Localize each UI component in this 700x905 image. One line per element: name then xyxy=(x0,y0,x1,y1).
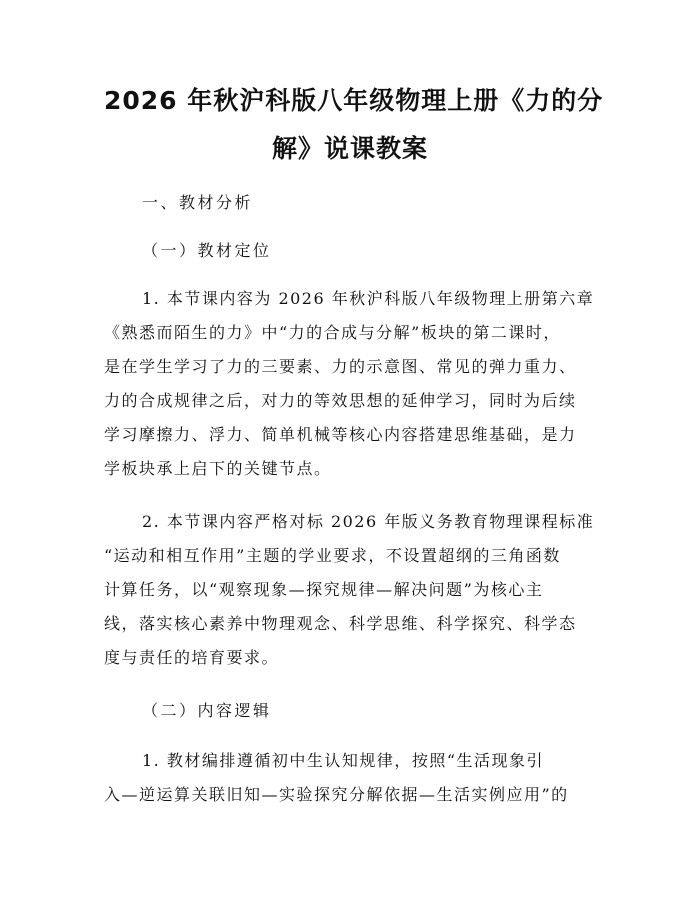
paragraph-line: 《熟悉而陌生的力》中“力的合成与分解”板块的第二课时， xyxy=(104,323,561,342)
paragraph-line: 是在学生学习了力的三要素、力的示意图、常见的弹力重力、 xyxy=(104,357,577,376)
paragraph-line: 线，落实核心素养中物理观念、科学思维、科学探究、科学态 xyxy=(104,614,577,633)
paragraph-line: 1. 教材编排遵循初中生认知规律，按照“生活现象引 xyxy=(142,751,545,770)
paragraph-line: 力的合成规律之后，对力的等效思想的延伸学习，同时为后续 xyxy=(104,391,577,410)
paragraph-line: 学习摩擦力、浮力、简单机械等核心内容搭建思维基础，是力 xyxy=(104,425,577,444)
subsection-heading-positioning: （一）教材定位 xyxy=(142,241,272,260)
paragraph-line: 学板块承上启下的关键节点。 xyxy=(104,459,332,478)
paragraph-line: “运动和相互作用”主题的学业要求，不设置超纲的三角函数 xyxy=(104,546,561,565)
document-title-line-2: 解》说课教案 xyxy=(271,134,428,163)
document-title-line-1: 2026 年秋沪科版八年级物理上册《力的分 xyxy=(104,86,604,115)
section-heading-textbook-analysis: 一、教材分析 xyxy=(142,193,254,212)
paragraph-line: 1. 本节课内容为 2026 年秋沪科版八年级物理上册第六章 xyxy=(142,289,595,308)
subsection-heading-content-logic: （二）内容逻辑 xyxy=(142,701,272,720)
paragraph-line: 计算任务，以“观察现象—探究规律—解决问题”为核心主 xyxy=(104,580,544,599)
paragraph-line: 入—逆运算关联旧知—实验探究分解依据—生活实例应用”的 xyxy=(104,785,569,804)
paragraph-line: 度与责任的培育要求。 xyxy=(104,648,280,667)
paragraph-line: 2. 本节课内容严格对标 2026 年版义务教育物理课程标准 xyxy=(142,512,595,531)
